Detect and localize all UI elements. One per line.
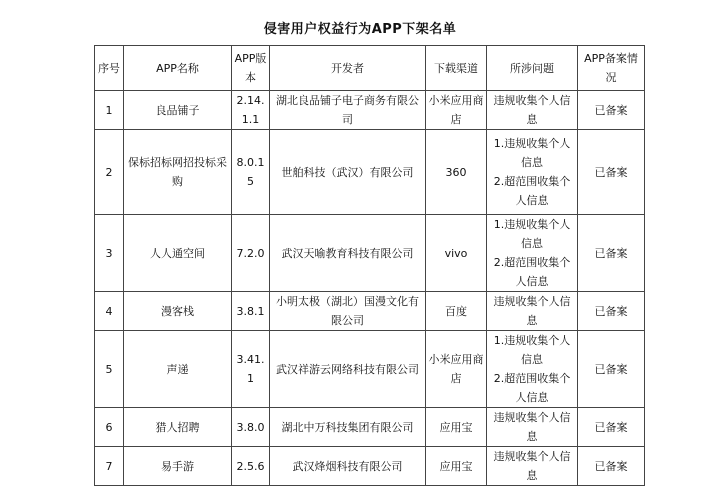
cell-developer: 武汉祥游云网络科技有限公司 [270, 331, 426, 408]
cell-app-version: 2.5.6 [232, 447, 270, 486]
cell-channel: 应用宝 [426, 447, 487, 486]
document-title: 侵害用户权益行为APP下架名单 [263, 22, 457, 37]
cell-issues [487, 447, 578, 486]
cell-developer: 世舶科技（武汉）有限公司 [270, 130, 426, 215]
cell-app-version: 3.8.1 [232, 292, 270, 331]
app-list-table [94, 45, 645, 486]
cell-record: 已备案 [578, 292, 645, 331]
issue-item: 2.超范围收集个人信息 [493, 372, 571, 404]
issue-item: 2.超范围收集个人信息 [493, 175, 571, 207]
cell-app-name: 声递 [124, 331, 232, 408]
cell-channel: 小米应用商店 [426, 331, 487, 408]
cell-developer: 武汉烽烟科技有限公司 [270, 447, 426, 486]
cell-app-version: 3.8.0 [232, 408, 270, 447]
table-row [95, 292, 645, 331]
cell-developer: 湖北良品铺子电子商务有限公司 [270, 91, 426, 130]
table-row [95, 91, 645, 130]
cell-channel: 应用宝 [426, 408, 487, 447]
issue-item: 违规收集个人信息 [493, 295, 571, 327]
cell-record: 已备案 [578, 331, 645, 408]
issue-item: 违规收集个人信息 [493, 94, 571, 126]
cell-issues [487, 331, 578, 408]
cell-issues [487, 91, 578, 130]
cell-issues [487, 408, 578, 447]
issue-item: 违规收集个人信息 [493, 411, 571, 443]
table-row [95, 447, 645, 486]
issue-item: 违规收集个人信息 [493, 450, 571, 482]
cell-developer: 小明太极（湖北）国漫文化有限公司 [270, 292, 426, 331]
cell-app-version: 2.14.1.1 [232, 91, 270, 130]
header-channel: 下载渠道 [426, 46, 487, 91]
header-record: APP备案情况 [578, 46, 645, 91]
cell-app-version: 7.2.0 [232, 215, 270, 292]
cell-channel: 360 [426, 130, 487, 215]
issue-item: 2.超范围收集个人信息 [493, 256, 571, 288]
cell-app-name: 保标招标网招投标采购 [124, 130, 232, 215]
cell-no: 5 [95, 331, 124, 408]
cell-app-name: 猎人招聘 [124, 408, 232, 447]
cell-issues [487, 292, 578, 331]
header-no: 序号 [95, 46, 124, 91]
cell-issues [487, 215, 578, 292]
cell-record: 已备案 [578, 408, 645, 447]
cell-no: 3 [95, 215, 124, 292]
cell-record: 已备案 [578, 130, 645, 215]
table-row [95, 215, 645, 292]
cell-app-name: 良品铺子 [124, 91, 232, 130]
table-header-row [95, 46, 645, 91]
cell-channel: vivo [426, 215, 487, 292]
cell-no: 7 [95, 447, 124, 486]
cell-record: 已备案 [578, 447, 645, 486]
header-app-version: APP版本 [232, 46, 270, 91]
table-row [95, 408, 645, 447]
cell-developer: 武汉天喻教育科技有限公司 [270, 215, 426, 292]
header-app-name: APP名称 [124, 46, 232, 91]
cell-app-name: 漫客栈 [124, 292, 232, 331]
table-row [95, 130, 645, 215]
cell-developer: 湖北中万科技集团有限公司 [270, 408, 426, 447]
issue-item: 1.违规收集个人信息 [493, 334, 571, 366]
cell-no: 1 [95, 91, 124, 130]
cell-app-name: 人人通空间 [124, 215, 232, 292]
cell-no: 4 [95, 292, 124, 331]
table-row [95, 331, 645, 408]
cell-issues [487, 130, 578, 215]
header-issues: 所涉问题 [487, 46, 578, 91]
cell-no: 6 [95, 408, 124, 447]
cell-record: 已备案 [578, 215, 645, 292]
issue-item: 1.违规收集个人信息 [493, 218, 571, 250]
cell-record: 已备案 [578, 91, 645, 130]
issue-item: 1.违规收集个人信息 [493, 137, 571, 169]
cell-app-name: 易手游 [124, 447, 232, 486]
cell-channel: 小米应用商店 [426, 91, 487, 130]
cell-app-version: 3.41.1 [232, 331, 270, 408]
cell-app-version: 8.0.15 [232, 130, 270, 215]
cell-channel: 百度 [426, 292, 487, 331]
cell-no: 2 [95, 130, 124, 215]
header-developer: 开发者 [270, 46, 426, 91]
